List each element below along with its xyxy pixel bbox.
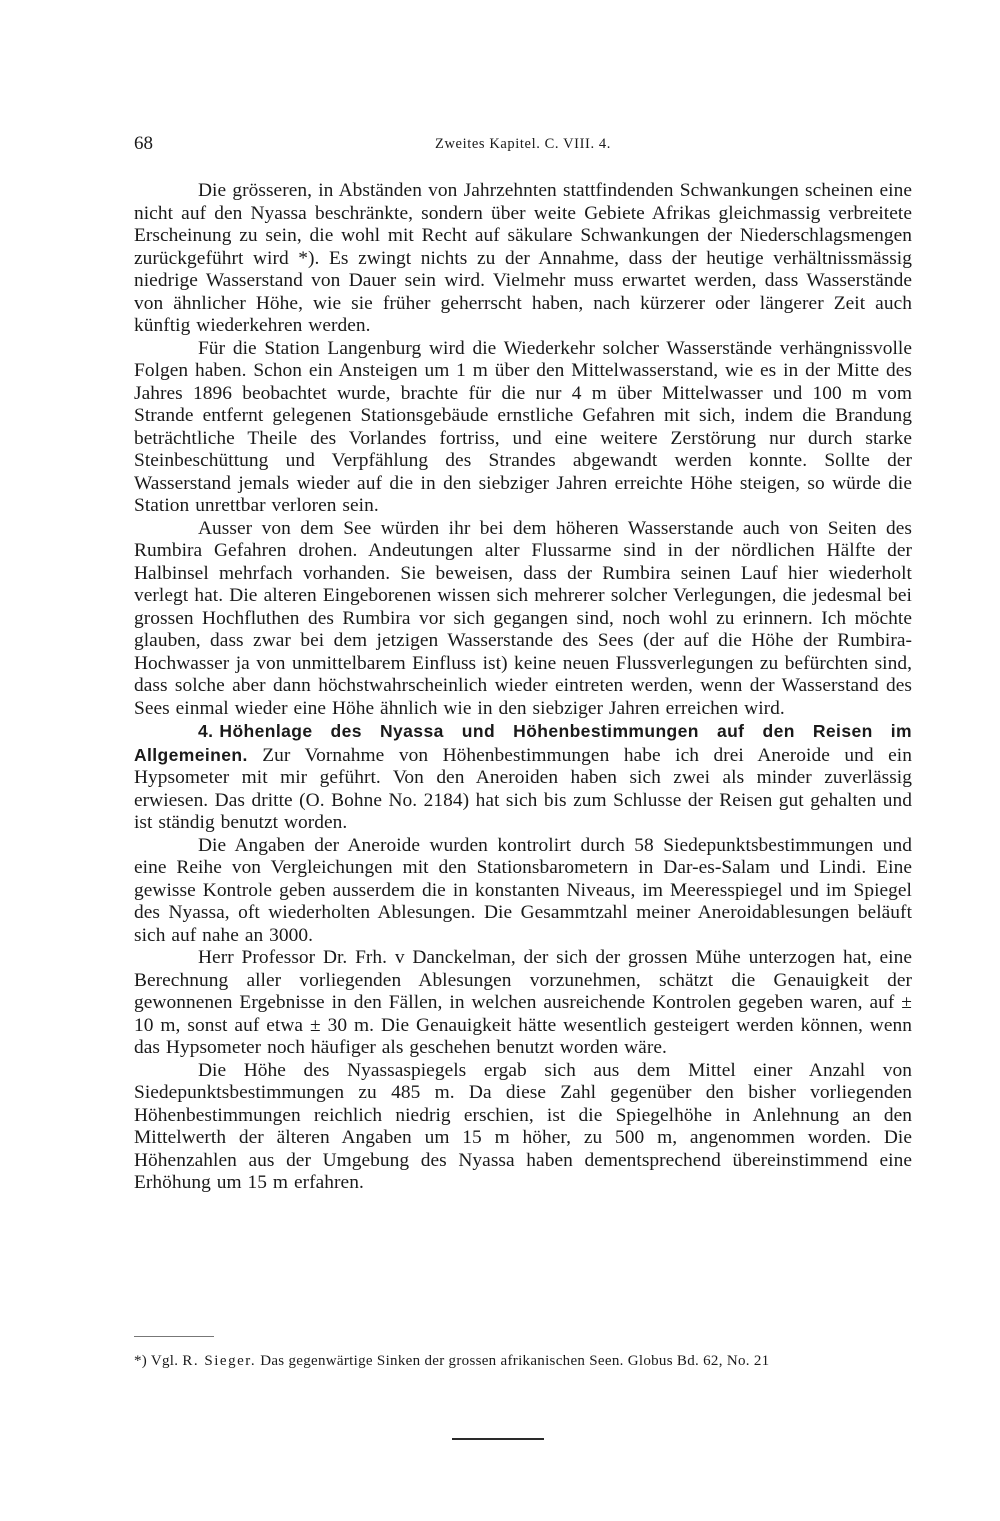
section-text: Zur Vornahme von Höhenbestimmungen habe ich drei Aneroide und ein Hypsometer mit mir geführt. Von den Aneroiden haben sich zwei als minder zuverlässig erwiesen. Das dritte (O. Bohne No. 2184) hat sich bis zum Schlusse der Reisen gut gehalten und ist ständig benutzt worden. — [134, 744, 912, 833]
paragraph: Die Angaben der Aneroide wurden kontrolirt durch 58 Siedepunktsbestimmungen und eine Reihe von Vergleichungen mit den Stationsbarometern in Dar-es-Salam und Lindi. Eine gewisse Kontrole geben ausserdem die in konstanten Niveaus, im Meeresspiegel und im Spiegel des Nyassa, oft wiederholten Ablesungen. Die Gesammtzahl meiner Aneroidablesungen beläuft sich auf nahe an 3000. — [134, 834, 912, 946]
paragraph: Die grösseren, in Abständen von Jahrzehnten stattfindenden Schwankungen scheinen eine nicht auf den Nyassa beschränkte, sondern über weite Gebiete Afrikas gleichmassig verbreitete Erscheinung zu sein, die wohl mit Recht auf säkulare Schwankungen der Niederschlagsmengen zurückgeführt wird *). Es zwingt nichts zu der Annahme, dass der heutige verhältnissmässig niedrige Wasserstand von Dauer sein wird. Vielmehr muss erwartet werden, dass Wasserstände von ähnlicher Höhe, wie sie früher geherrscht haben, nach kürzerer oder längerer Zeit auch künftig wiederkehren werden. — [134, 180, 912, 336]
paragraph: Herr Professor Dr. Frh. v Danckelman, der sich der grossen Mühe unterzogen hat, eine Berechnung aller vorliegenden Ablesungen vorzunehmen, schätzt die Genauigkeit der gewonnenen Ergebnisse in den Fällen, in welchen ausreichende Kontrolen gegeben waren, auf ± 10 m, sonst auf etwa ± 30 m. Die Genauigkeit hätte wesentlich gesteigert werden können, wenn das Hypsometer noch häufiger als geschehen benutzt worden wäre. — [134, 947, 912, 1058]
paragraph: Die Höhe des Nyassaspiegels ergab sich aus dem Mittel einer Anzahl von Siedepunktsbestimmungen zu 485 m. Da diese Zahl gegenüber den bisher vorliegenden Höhenbestimmungen reichlich niedrig erschien, ist die Spiegelhöhe in Anlehnung an den Mittelwerth der älteren Angaben um 15 m höher, zu 500 m, angenommen worden. Die Höhenzahlen aus der Umgebung des Nyassa haben dementsprechend übereinstimmend eine Erhöhung um 15 m erfahren. — [134, 1059, 912, 1193]
footnote-text: Das gegenwärtige Sinken der grossen afrikanischen Seen. Globus Bd. 62, No. 21 — [260, 1353, 770, 1369]
section-number: 4. — [198, 721, 214, 741]
section-paragraph — [134, 720, 912, 835]
page-body — [134, 180, 912, 1195]
section-title: Höhenlage des Nyassa und Höhenbestimmungen auf den Reisen im Allgemeinen. — [134, 721, 912, 765]
footnote-separator — [134, 1336, 214, 1337]
footnote — [134, 1352, 912, 1371]
footnote-marker: *) Vgl. — [134, 1353, 179, 1369]
page-header — [134, 133, 912, 157]
running-head: Zweites Kapitel. C. VIII. 4. — [435, 136, 611, 152]
page-number: 68 — [134, 133, 153, 154]
paragraph: Für die Station Langenburg wird die Wiederkehr solcher Wasserstände verhängnissvolle Folgen haben. Schon ein Ansteigen um 1 m über den Mittelwasserstand, wie es in der Mitte des Jahres 1896 beobachtet wurde, brachte für die nur 4 m über Mittelwasser und 100 m vom Strande entfernt gelegenen Stationsgebäude ernstliche Gefahren mit sich, indem die Brandung beträchtliche Theile des Vorlandes fortriss, und eine weitere Zerstörung nur durch starke Steinbeschüttung und Verpfählung des Strandes abgewandt werden konnte. Sollte der Wasserstand jemals wieder auf die in den siebziger Jahren erreichte Höhe steigen, so würde die Station unrettbar verloren sein. — [134, 337, 912, 516]
paragraph: Ausser von dem See würden ihr bei dem höheren Wasserstande auch von Seiten des Rumbira Gefahren drohen. Andeutungen alter Flussarme sind in der nördlichen Hälfte der Halbinsel mehrfach vorhanden. Sie beweisen, dass der Rumbira seinen Lauf hier wiederholt verlegt hat. Die alteren Eingeborenen wissen sich mehrerer solcher Verlegungen, die jedesmal bei grossen Hochfluthen des Rumbira vor sich gegangen sind, noch wohl zu erinnern. Ich möchte glauben, dass zwar bei dem jetzigen Wasserstande des Sees (der auf die Höhe der Rumbira-Hochwasser ja von unmittelbarem Einfluss ist) keine neuen Flussverlegungen zu befürchten sind, dass solche aber dann höchstwahrscheinlich wieder eintreten werden, wenn der Wasserstand des Sees einmal wieder eine Höhe ähnlich wie in den siebziger Jahren erreichen wird. — [134, 517, 912, 719]
footnote-author: R. Sieger. — [182, 1353, 257, 1369]
end-rule — [452, 1438, 544, 1440]
